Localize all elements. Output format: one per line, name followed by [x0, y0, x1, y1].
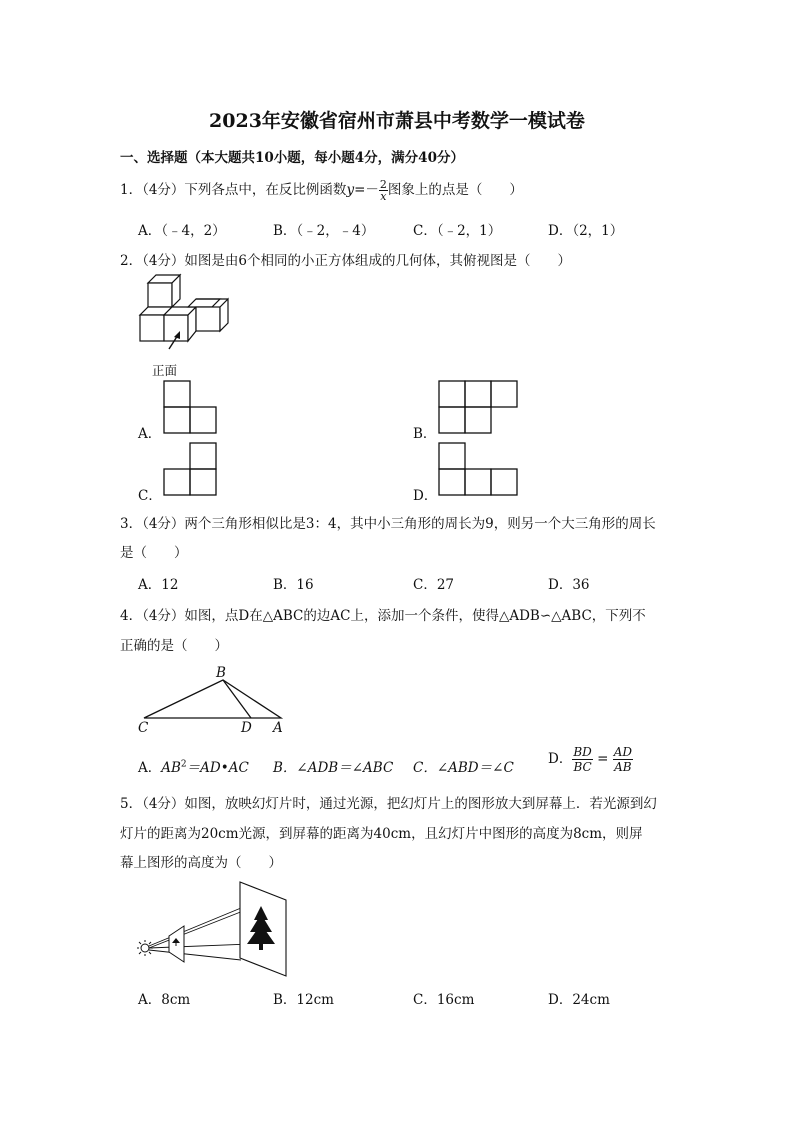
q2-front-label: 正面 [152, 363, 178, 378]
q2-option-a-figure [163, 380, 219, 435]
q4-stem-line1: 4．（4分）如图，点D在△ABC的边AC上，添加一个条件，使得△ADB∽△ABC，下列不 [120, 608, 646, 624]
q4-option-d-frac2 [613, 745, 633, 774]
q4-option-d-eq: = [597, 751, 609, 767]
q4-triangle-figure [136, 664, 291, 736]
q4-stem-line2: 正确的是（ ） [120, 638, 228, 654]
q3-stem-line2: 是（ ） [120, 545, 188, 561]
q2-stem: 2．（4分）如图是由6个相同的小正方体组成的几何体，其俯视图是（ ） [120, 253, 572, 269]
q2-label-d: D． [413, 488, 438, 504]
q1-func-eq: =－ [354, 182, 379, 198]
q4-frac2-den: AB [614, 760, 632, 774]
q5-projector-figure [136, 880, 291, 978]
q4-label-b: B [216, 665, 226, 681]
q3-option-c: C．27 [413, 577, 455, 593]
q3-option-a: A．12 [138, 577, 179, 593]
q2-option-c-figure [163, 442, 219, 497]
q1-stem-b: 图象上的点是（ ） [387, 182, 523, 198]
q2-cube-figure [136, 275, 236, 350]
page-title: 2023年安徽省宿州市萧县中考数学一模试卷 [209, 110, 585, 132]
q4-option-a-sup: 2 [180, 759, 187, 770]
q3-option-b: B．16 [273, 577, 314, 593]
q1-stem-a: 1．（4分）下列各点中，在反比例函数 [120, 182, 347, 198]
q5-stem-line2: 灯片的距离为20cm光源，到屏幕的距离为40cm，且幻灯片中图形的高度为8cm，则屏 [120, 826, 643, 842]
q1-fraction [379, 179, 388, 202]
q4-option-a-rest: ＝AD•AC [186, 760, 249, 776]
q1-option-b: B．（﹣2，﹣4） [273, 223, 375, 239]
q4-frac2-num: AD [613, 745, 632, 759]
q4-option-d-label: D． [548, 751, 573, 767]
q5-stem-line1: 5．（4分）如图，放映幻灯片时，通过光源，把幻灯片上的图形放大到屏幕上．若光源到幻 [120, 796, 657, 812]
q4-option-a [138, 756, 249, 776]
q3-stem-line1: 3．（4分）两个三角形相似比是3：4，其中小三角形的周长为9，则另一个大三角形的周长 [120, 516, 656, 532]
q1-frac-num: 2 [379, 178, 387, 191]
q4-option-a-label: A． [138, 760, 162, 776]
q3-option-d: D．36 [548, 577, 590, 593]
q4-label-d: D [241, 720, 252, 736]
q4-option-d [548, 745, 633, 774]
q5-option-a: A．8cm [138, 992, 191, 1008]
q1-option-a: A．（﹣4，2） [138, 223, 226, 239]
q5-option-d: D．24cm [548, 992, 610, 1008]
q4-option-a-ab: AB [161, 760, 181, 776]
q5-option-b: B．12cm [273, 992, 334, 1008]
q2-option-b-figure [438, 380, 521, 435]
q4-option-b: B．∠ADB＝∠ABC [273, 760, 394, 776]
q1-frac-den: x [380, 190, 387, 203]
q4-frac1-den: BC [573, 760, 592, 774]
q1-option-c: C．（﹣2，1） [413, 223, 502, 239]
q4-option-c: C．∠ABD＝∠C [413, 760, 514, 776]
q2-label-c: C． [138, 488, 162, 504]
q2-label-a: A． [138, 426, 162, 442]
q2-label-b: B． [413, 426, 437, 442]
q4-label-a: A [273, 720, 283, 736]
q5-option-c: C．16cm [413, 992, 475, 1008]
q1-func-lhs: y [346, 182, 355, 198]
q1-option-d: D．（2，1） [548, 223, 624, 239]
section-heading: 一、选择题（本大题共10小题，每小题4分，满分40分） [120, 150, 464, 166]
q4-label-c: C [138, 720, 149, 736]
q4-frac1-num: BD [573, 745, 592, 759]
q4-option-d-frac1 [572, 745, 592, 774]
q2-option-d-figure [438, 442, 521, 497]
q1-stem [120, 178, 523, 202]
q5-stem-line3: 幕上图形的高度为（ ） [120, 855, 282, 871]
